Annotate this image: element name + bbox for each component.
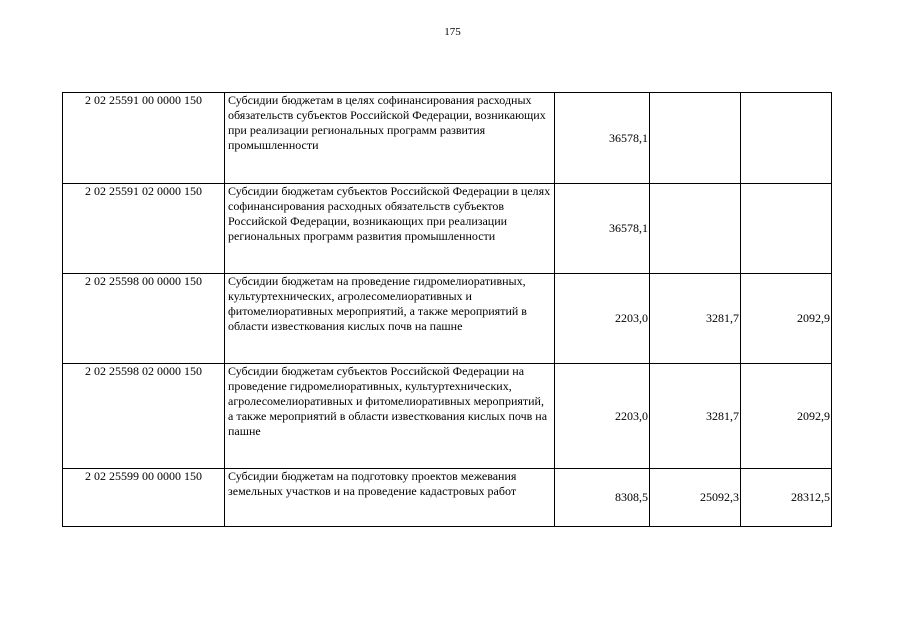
budget-code-cell: 2 02 25591 00 0000 150 [63,93,225,184]
amount-year3-cell: 28312,5 [741,469,832,527]
description-cell: Субсидии бюджетам субъектов Российской Федерации на проведение гидромелиоративных, культуртехнических, агролесомелиоративных и фитомелиоративных мероприятий, а также мероприятий в области известкования кислых почв на пашне [225,364,555,469]
amount-year2-cell: 3281,7 [650,364,741,469]
description-cell: Субсидии бюджетам в целях софинансирования расходных обязательств субъектов Российской Федерации, возникающих при реализации региональных программ развития промышленности [225,93,555,184]
description-cell: Субсидии бюджетам на подготовку проектов межевания земельных участков и на проведение кадастровых работ [225,469,555,527]
budget-code-cell: 2 02 25599 00 0000 150 [63,469,225,527]
table-row [63,364,832,469]
page-number: 175 [444,26,461,38]
table-row [63,93,832,184]
budget-code-cell: 2 02 25598 02 0000 150 [63,364,225,469]
amount-year1-cell: 8308,5 [555,469,650,527]
description-cell: Субсидии бюджетам на проведение гидромелиоративных, культуртехнических, агролесомелиоративных и фитомелиоративных мероприятий, а также мероприятий в области известкования кислых почв на пашне [225,274,555,364]
description-cell: Субсидии бюджетам субъектов Российской Федерации в целях софинансирования расходных обязательств субъектов Российской Федерации, возникающих при реализации региональных программ развития промышленности [225,184,555,274]
amount-year2-cell: 25092,3 [650,469,741,527]
amount-year3-cell [741,93,832,184]
amount-year3-cell [741,184,832,274]
amount-year1-cell: 2203,0 [555,274,650,364]
table-row [63,469,832,527]
amount-year3-cell: 2092,9 [741,364,832,469]
amount-year1-cell: 36578,1 [555,184,650,274]
amount-year3-cell: 2092,9 [741,274,832,364]
amount-year2-cell [650,184,741,274]
budget-code-cell: 2 02 25598 00 0000 150 [63,274,225,364]
amount-year1-cell: 2203,0 [555,364,650,469]
table-row [63,184,832,274]
table-row [63,274,832,364]
amount-year2-cell: 3281,7 [650,274,741,364]
amount-year2-cell [650,93,741,184]
amount-year1-cell: 36578,1 [555,93,650,184]
budget-code-cell: 2 02 25591 02 0000 150 [63,184,225,274]
budget-table [62,92,832,527]
